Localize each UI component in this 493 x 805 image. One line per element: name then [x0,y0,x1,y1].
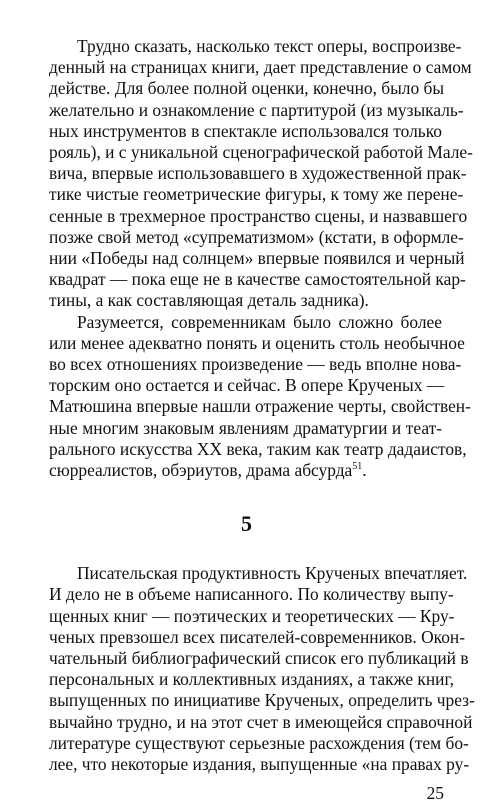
text-line: денный на страницах книги, дает представление о самом [49,57,472,78]
text-line: щенных книг — поэтических и теоретических — Кру- [49,605,455,626]
text-line: Разумеется, современникам было сложно более [77,311,442,332]
text-line: Матюшина впервые нашли отражение черты, свойствен- [49,396,471,417]
text-line: вича, впервые использовавшего в художественной прак- [49,163,467,184]
sentence-end: . [362,460,367,480]
text-line: вычайно трудно, и на этот счет в имеющейся справочной [49,711,473,732]
text-line: нии «Победы над солнцем» впервые появился и черный [49,248,465,268]
text-line-content: сюрреалистов, обэриутов, драма абсурда [49,460,353,480]
text-line: чательный библиографический список его публикаций в [49,648,469,668]
text-line: квадрат — пока еще не в качестве самостоятельной кар- [49,269,466,290]
text-line: желательно и ознакомление с партитурой (из музыкаль- [49,99,464,120]
footnote-reference[interactable]: 51 [352,461,363,473]
text-line: торским оно остается и сейчас. В опере Крученых — [49,375,445,396]
text-line: тины, а как составляющая деталь задника). [49,290,369,311]
text-line: действе. Для более полной оценки, конечно, было бы [49,78,445,99]
text-line: ных инструментов в спектакле использовался только [49,120,442,141]
text-line [49,460,442,481]
text-line: Трудно сказать, насколько текст оперы, воспроизве- [77,36,462,56]
text-line: или менее адекватно понять и оценить столь необычное [49,332,465,353]
text-line: во всех отношениях произведение — ведь вполне нова- [49,354,462,374]
text-line: ченых превзошел всех писателей-современников. Окон- [49,626,465,647]
text-line: ные многим знаковым явлениям драматургии и теат- [49,417,442,438]
text-line: лее, что некоторые издания, выпущенные «на правах ру- [49,754,470,774]
text-line: рального искусства XX века, таким как театр дадаистов, [49,438,467,459]
text-line: И дело не в объеме написанного. По количеству выпу- [49,584,454,605]
text-line: персональных и коллективных изданиях, а также книг, [49,669,455,690]
text-line: сенные в трехмерное пространство сцены, и назвавшего [49,205,468,226]
page-number: 25 [426,783,444,804]
text-line: выпущенных по инициативе Крученых, определить чрез- [49,690,475,711]
text-line: Писательская продуктивность Крученых впечатляет. [77,563,468,584]
text-line: рояль), и с уникальной сценографической работой Мале- [49,142,473,162]
text-line: тике чистые геометрические фигуры, к тому же перене- [49,184,464,205]
text-line: литературе существуют серьезные расхождения (тем бо- [49,732,469,753]
section-heading: 5 [241,511,252,537]
text-line: позже свой метод «супрематизмом» (кстати, в оформле- [49,226,464,247]
